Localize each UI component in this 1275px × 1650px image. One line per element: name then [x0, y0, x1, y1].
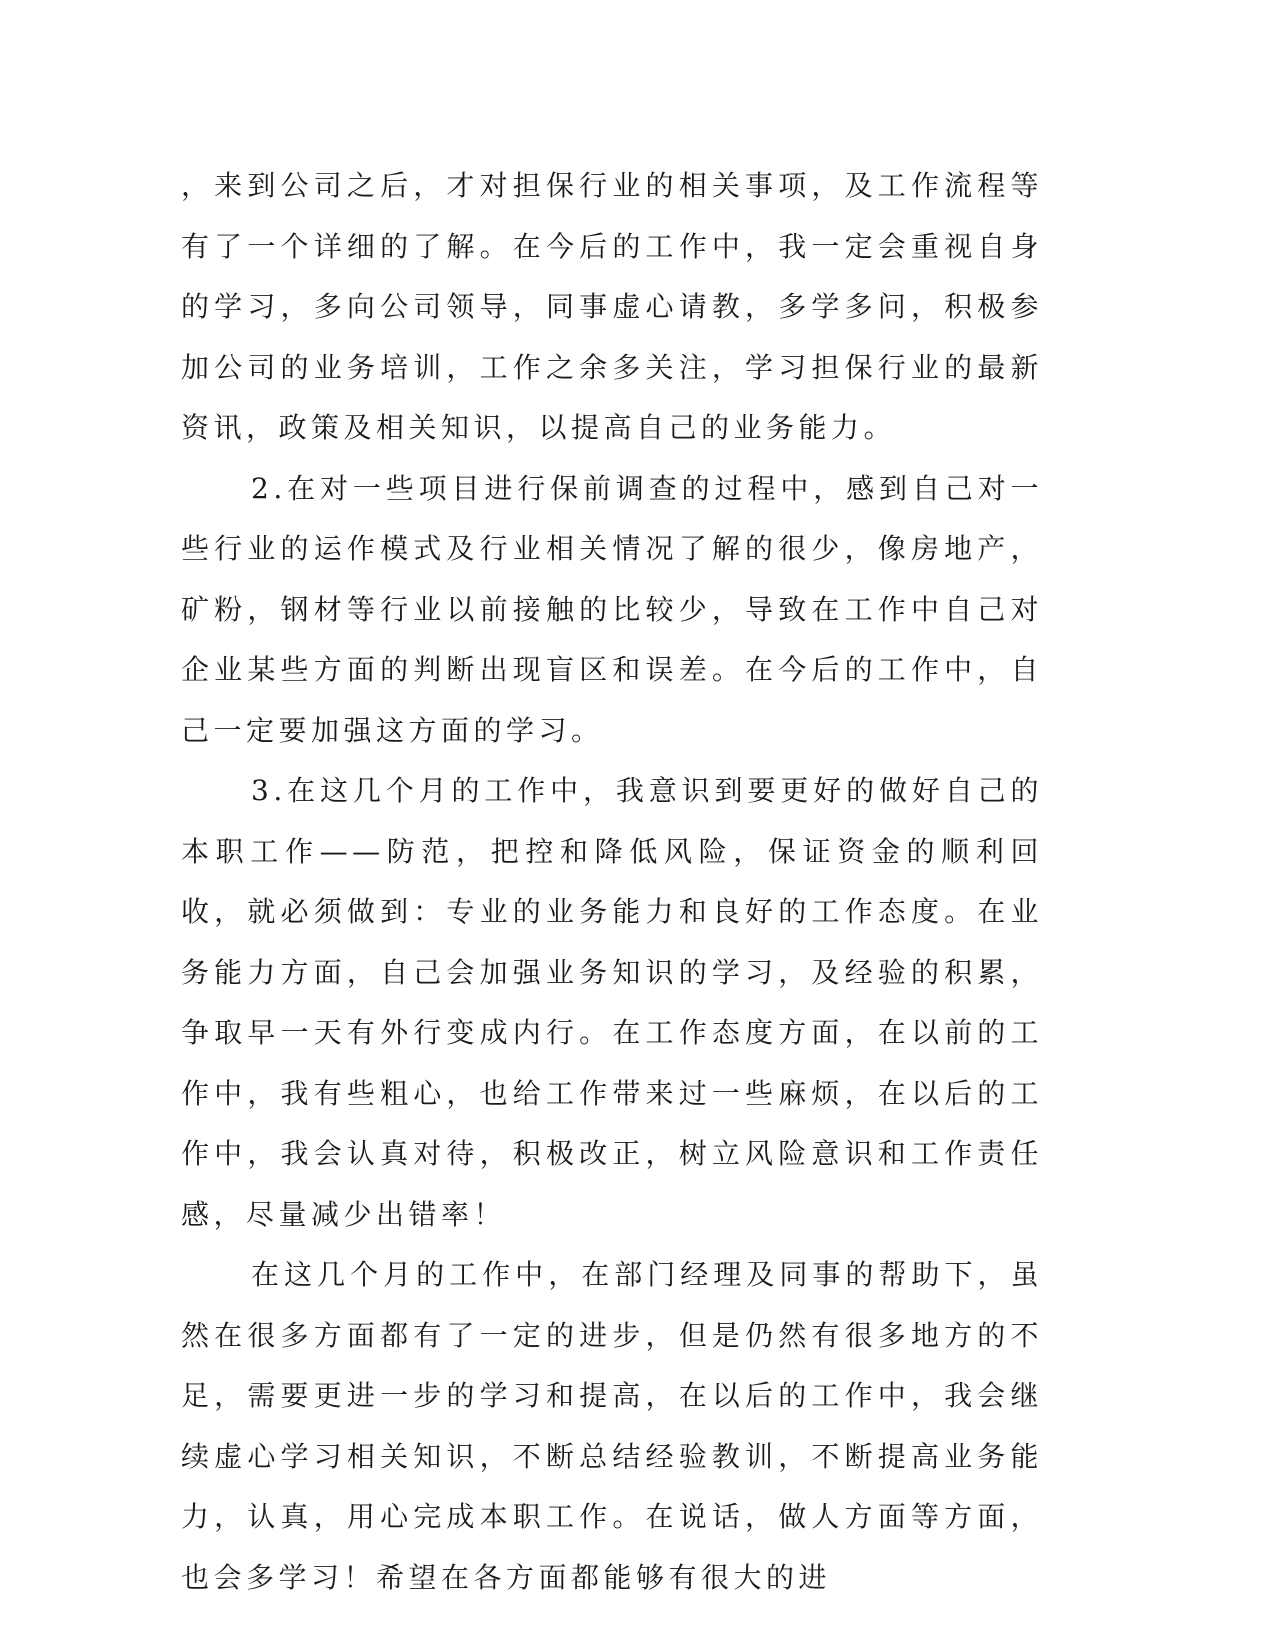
paragraph-continuation: ，来到公司之后，才对担保行业的相关事项，及工作流程等有了一个详细的了解。在今后的工作中，我一定会重视自身的学习，多向公司领导，同事虚心请教，多学多问，积极参加公司的业务培训，工作之余多关注，学习担保行业的最新资讯，政策及相关知识，以提高自己的业务能力。	[181, 169, 1043, 444]
paragraph-summary: 在这几个月的工作中，在部门经理及同事的帮助下，虽然在很多方面都有了一定的进步，但是仍然有很多地方的不足，需要更进一步的学习和提高，在以后的工作中，我会继续虚心学习相关知识，不断总结经验教训，不断提高业务能力，认真，用心完成本职工作。在说话，做人方面等方面，也会多学习！希望在各方面都能够有很大的进	[181, 1258, 1043, 1594]
document-body	[181, 156, 1043, 1608]
paragraph-item-2: 2.在对一些项目进行保前调查的过程中，感到自己对一些行业的运作模式及行业相关情况了解的很少，像房地产，矿粉，钢材等行业以前接触的比较少，导致在工作中自己对企业某些方面的判断出现盲区和误差。在今后的工作中，自己一定要加强这方面的学习。	[181, 471, 1043, 747]
paragraph-item-3: 3.在这几个月的工作中，我意识到要更好的做好自己的本职工作——防范，把控和降低风险，保证资金的顺利回收，就必须做到：专业的业务能力和良好的工作态度。在业务能力方面，自己会加强业务知识的学习，及经验的积累，争取早一天有外行变成内行。在工作态度方面，在以前的工作中，我有些粗心，也给工作带来过一些麻烦，在以后的工作中，我会认真对待，积极改正，树立风险意识和工作责任感，尽量减少出错率！	[181, 774, 1043, 1231]
